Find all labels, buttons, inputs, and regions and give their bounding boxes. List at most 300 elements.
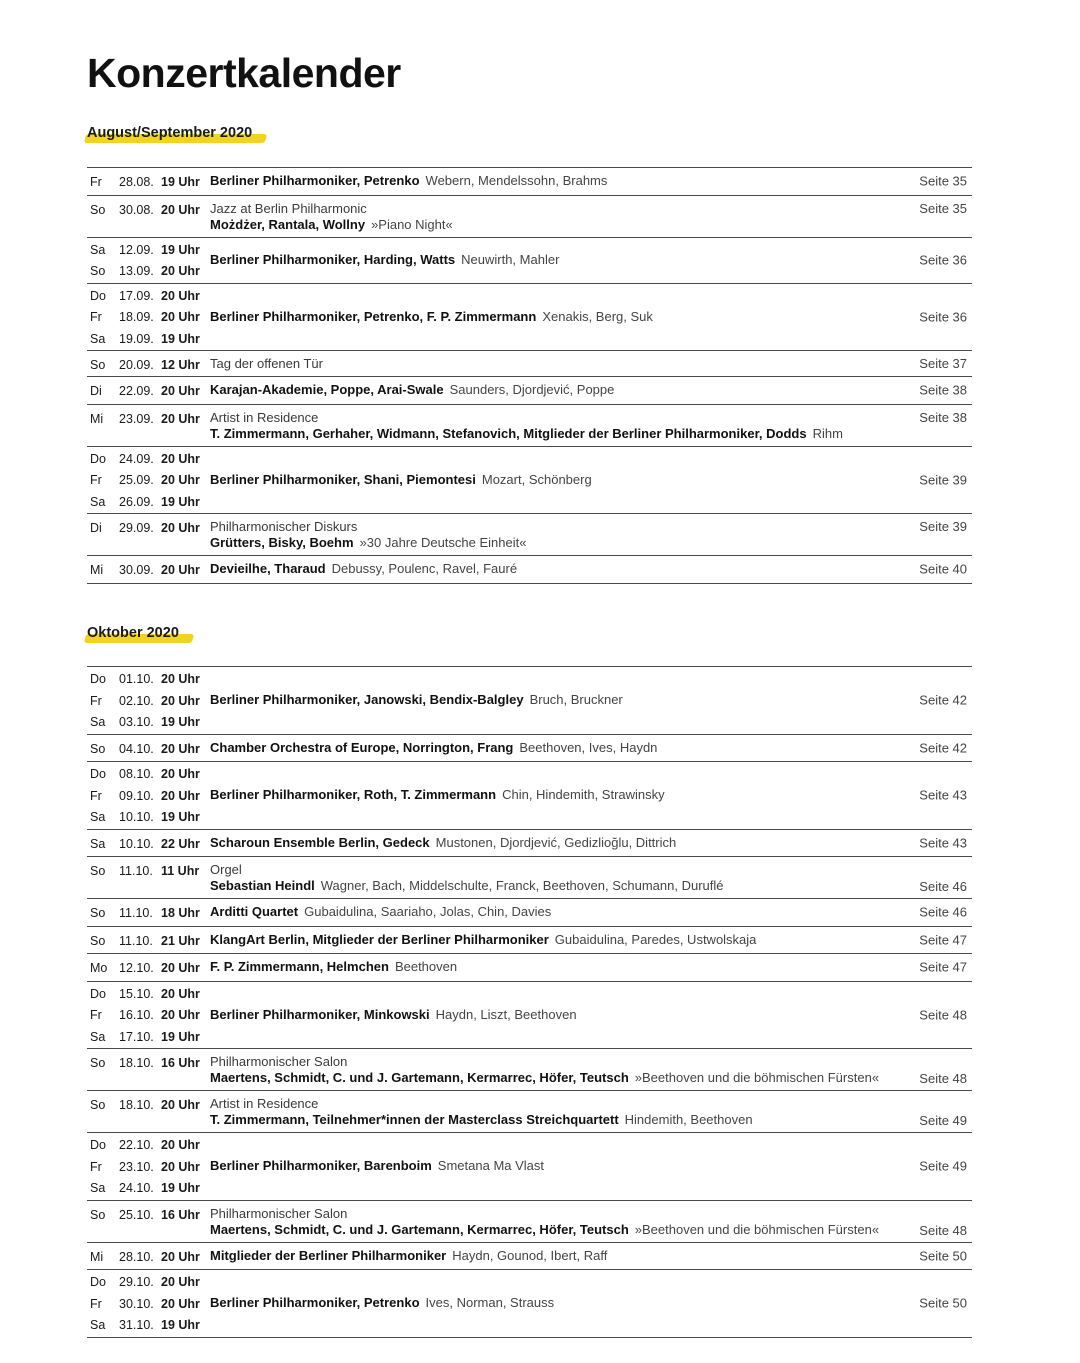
- date-column: [87, 735, 210, 762]
- performers: Devieilhe, Tharaud: [210, 561, 326, 577]
- page-reference: Seite 48: [919, 1071, 967, 1086]
- event-series: Philharmonischer Salon: [210, 1205, 348, 1221]
- performers: Berliner Philharmoniker, Barenboim: [210, 1158, 432, 1174]
- program-line: [210, 932, 892, 948]
- concert-row: [87, 954, 972, 982]
- date-column: [87, 1270, 210, 1337]
- event-details: [210, 309, 972, 325]
- date: 22.10.: [119, 1138, 154, 1152]
- page-reference: Seite 49: [919, 1113, 967, 1128]
- weekday: Sa: [90, 494, 106, 509]
- time: 20 Uhr: [161, 1275, 200, 1289]
- time: 22 Uhr: [161, 836, 200, 851]
- date-column: [87, 954, 210, 981]
- time: 20 Uhr: [161, 310, 200, 324]
- works: Smetana Ma Vlast: [437, 1158, 545, 1174]
- concert-row: [87, 667, 972, 735]
- date-line: [87, 517, 210, 539]
- date-line: [87, 491, 210, 513]
- date-line: [87, 860, 210, 882]
- date-column: [87, 667, 210, 734]
- program-line: [210, 382, 892, 398]
- date-line: [87, 763, 210, 785]
- works: »Piano Night«: [371, 216, 453, 232]
- date-line: [87, 380, 210, 402]
- time: 20 Uhr: [161, 788, 200, 803]
- date-line: [87, 285, 210, 307]
- time: 19 Uhr: [161, 331, 200, 346]
- weekday: So: [90, 264, 106, 278]
- date: 31.10.: [119, 1318, 154, 1332]
- program-line: [210, 787, 892, 803]
- date-line: [87, 1314, 210, 1336]
- page-reference: Seite 35: [919, 173, 967, 189]
- page-reference: Seite 48: [919, 1007, 967, 1023]
- works: Haydn, Liszt, Beethoven: [435, 1006, 577, 1022]
- page-reference: Seite 47: [919, 932, 967, 948]
- page-reference: Seite 35: [919, 200, 967, 216]
- performers: F. P. Zimmermann, Helmchen: [210, 959, 389, 975]
- date-line: [87, 328, 210, 350]
- date: 24.10.: [119, 1181, 154, 1195]
- page-reference: Seite 36: [919, 252, 967, 268]
- program-line: [210, 692, 892, 708]
- date: 04.10.: [119, 741, 154, 756]
- performers: Berliner Philharmoniker, Harding, Watts: [210, 252, 456, 267]
- event-details: [210, 1007, 972, 1023]
- weekday: Sa: [90, 715, 106, 729]
- date: 18.09.: [119, 310, 154, 324]
- page-reference: Seite 50: [919, 1295, 967, 1311]
- time: 20 Uhr: [161, 264, 200, 278]
- weekday: So: [90, 358, 106, 372]
- date: 30.09.: [119, 563, 154, 577]
- page-reference: Seite 38: [919, 409, 967, 425]
- works: Debussy, Poulenc, Ravel, Fauré: [331, 561, 518, 577]
- weekday: Do: [90, 767, 106, 781]
- works: Neuwirth, Mahler: [461, 252, 560, 267]
- page-reference: Seite 47: [919, 959, 967, 975]
- works: Chin, Hindemith, Strawinsky: [502, 787, 665, 803]
- time: 19 Uhr: [161, 175, 200, 189]
- program-line: [210, 740, 892, 756]
- time: 20 Uhr: [161, 741, 200, 756]
- page-reference: Seite 48: [919, 1222, 967, 1238]
- section-heading: [87, 624, 179, 646]
- works: Beethoven, Ives, Haydn: [519, 739, 658, 755]
- works: »Beethoven und die böhmischen Fürsten«: [634, 1070, 880, 1085]
- date: 12.10.: [119, 961, 154, 975]
- weekday: Di: [90, 521, 102, 535]
- date: 10.10.: [119, 836, 154, 851]
- date-column: [87, 514, 210, 539]
- program-line: [210, 835, 892, 851]
- date-column: [87, 927, 210, 954]
- works: Gubaidulina, Saariaho, Jolas, Chin, Davies: [304, 904, 552, 920]
- time: 20 Uhr: [161, 1138, 200, 1152]
- section-oktober: [87, 624, 972, 1338]
- program-line: [210, 173, 892, 189]
- date: 28.10.: [119, 1249, 154, 1264]
- program-line: [210, 217, 892, 233]
- date: 30.10.: [119, 1296, 154, 1311]
- page-reference: Seite 43: [919, 835, 967, 851]
- performers: T. Zimmermann, Teilnehmer*innen der Masterclass Streichquartett: [210, 1112, 619, 1127]
- date-line: [87, 785, 210, 807]
- concert-row: [87, 514, 972, 556]
- concert-row: [87, 377, 972, 405]
- date-line: [87, 1094, 210, 1116]
- weekday: Mi: [90, 563, 104, 577]
- date-column: [87, 762, 210, 829]
- time: 20 Uhr: [161, 767, 200, 781]
- page-reference: Seite 40: [919, 561, 967, 577]
- time: 20 Uhr: [161, 1296, 200, 1311]
- weekday: Sa: [90, 810, 106, 824]
- works: Hindemith, Beethoven: [624, 1112, 753, 1127]
- page-reference: Seite 37: [919, 356, 967, 371]
- date: 28.08.: [119, 175, 154, 189]
- performers: Berliner Philharmoniker, Petrenko: [210, 1295, 420, 1311]
- weekday: So: [90, 864, 106, 878]
- concert-list: [87, 167, 972, 584]
- concert-row: [87, 196, 972, 238]
- weekday: Fr: [90, 1008, 102, 1022]
- works: »30 Jahre Deutsche Einheit«: [359, 535, 527, 550]
- date-column: [87, 556, 210, 583]
- time: 20 Uhr: [161, 1249, 200, 1264]
- date-column: [87, 377, 210, 404]
- works: Rihm: [812, 425, 843, 441]
- section-aug-sep: [87, 124, 972, 584]
- event-series: Philharmonischer Diskurs: [210, 519, 358, 534]
- concert-row: [87, 1133, 972, 1201]
- date: 18.10.: [119, 1056, 154, 1070]
- performers: Berliner Philharmoniker, Roth, T. Zimmermann: [210, 787, 497, 803]
- date-line: [87, 668, 210, 690]
- time: 20 Uhr: [161, 384, 200, 398]
- weekday: Sa: [90, 1181, 106, 1195]
- concert-row: [87, 1091, 972, 1133]
- event-details: [210, 351, 972, 376]
- date-column: [87, 284, 210, 351]
- date-column: [87, 168, 210, 195]
- event-details: [210, 740, 972, 756]
- date: 11.10.: [119, 864, 153, 878]
- date-column: [87, 857, 210, 882]
- performers: Scharoun Ensemble Berlin, Gedeck: [210, 834, 430, 850]
- date: 11.10.: [119, 906, 153, 920]
- date-line: [87, 902, 210, 924]
- date-line: [87, 1004, 210, 1026]
- concert-row: [87, 1243, 972, 1271]
- works: »Beethoven und die böhmischen Fürsten«: [634, 1221, 880, 1237]
- time: 20 Uhr: [161, 1159, 200, 1174]
- performers: Berliner Philharmoniker, Shani, Piemontesi: [210, 471, 476, 487]
- date: 20.09.: [119, 358, 154, 372]
- program-line: [210, 904, 892, 920]
- concert-row: [87, 284, 972, 352]
- program-line: [210, 1248, 892, 1264]
- time: 20 Uhr: [161, 1098, 200, 1112]
- performers: Maertens, Schmidt, C. und J. Gartemann, Kermarrec, Höfer, Teutsch: [210, 1070, 629, 1085]
- time: 20 Uhr: [161, 986, 200, 1001]
- section-heading-text: August/September 2020: [87, 125, 253, 141]
- performers: Grütters, Bisky, Boehm: [210, 535, 354, 550]
- time: 20 Uhr: [161, 473, 200, 487]
- date-line: [87, 1204, 210, 1226]
- time: 18 Uhr: [161, 906, 200, 920]
- date-line: [87, 930, 210, 952]
- time: 20 Uhr: [161, 521, 200, 535]
- weekday: So: [90, 741, 106, 756]
- page-reference: Seite 39: [919, 472, 967, 488]
- date-line: [87, 408, 210, 430]
- page-reference: Seite 39: [919, 519, 967, 534]
- event-details: [210, 787, 972, 803]
- performers: Chamber Orchestra of Europe, Norrington, Frang: [210, 739, 514, 755]
- performers: Karajan-Akademie, Poppe, Arai-Swale: [210, 382, 444, 398]
- event-details: [210, 835, 972, 851]
- works: Gubaidulina, Paredes, Ustwolskaja: [554, 931, 757, 947]
- weekday: Fr: [90, 788, 102, 803]
- weekday: Sa: [90, 331, 106, 346]
- event-details: [210, 1091, 972, 1132]
- works: Mustonen, Djordjević, Gedizlioğlu, Dittrich: [435, 834, 677, 850]
- performers: Berliner Philharmoniker, Janowski, Bendix-Balgley: [210, 692, 524, 708]
- time: 20 Uhr: [161, 693, 200, 708]
- concert-row: [87, 447, 972, 515]
- date-column: [87, 238, 210, 283]
- date-column: [87, 1091, 210, 1116]
- weekday: Fr: [90, 1296, 102, 1311]
- date-column: [87, 982, 210, 1049]
- concert-row: [87, 735, 972, 763]
- weekday: Fr: [90, 1159, 102, 1174]
- concert-row: [87, 168, 972, 196]
- date: 29.09.: [119, 521, 154, 535]
- date: 25.09.: [119, 473, 154, 487]
- works: Webern, Mendelssohn, Brahms: [425, 173, 608, 189]
- section-heading-text: Oktober 2020: [87, 625, 179, 641]
- performers: Berliner Philharmoniker, Petrenko: [210, 173, 420, 189]
- date-line: [87, 469, 210, 491]
- weekday: Do: [90, 672, 106, 686]
- date-column: [87, 899, 210, 926]
- date: 24.09.: [119, 451, 154, 466]
- date-line: [87, 448, 210, 470]
- date-line: [87, 354, 210, 376]
- date: 22.09.: [119, 384, 154, 398]
- program-line: [210, 1222, 892, 1238]
- program-line: [210, 426, 892, 442]
- date-line: [87, 711, 210, 733]
- event-details: [210, 514, 972, 555]
- weekday: Di: [90, 384, 102, 398]
- date: 23.09.: [119, 411, 154, 426]
- time: 16 Uhr: [161, 1056, 200, 1070]
- works: Beethoven: [394, 959, 458, 975]
- date: 09.10.: [119, 788, 154, 803]
- date-column: [87, 351, 210, 376]
- time: 19 Uhr: [161, 1318, 200, 1332]
- weekday: So: [90, 1207, 106, 1222]
- concert-row: [87, 927, 972, 955]
- date-column: [87, 196, 210, 221]
- concert-row: [87, 1270, 972, 1338]
- program-line: [210, 878, 892, 894]
- event-details: [210, 1049, 972, 1090]
- date: 16.10.: [119, 1008, 154, 1022]
- weekday: Mo: [90, 961, 108, 975]
- date: 18.10.: [119, 1098, 154, 1112]
- event-details: [210, 173, 972, 189]
- time: 20 Uhr: [161, 1008, 200, 1022]
- works: Xenakis, Berg, Suk: [542, 308, 653, 324]
- concert-row: [87, 405, 972, 447]
- weekday: So: [90, 933, 106, 948]
- date-column: [87, 1049, 210, 1074]
- time: 21 Uhr: [161, 933, 200, 948]
- works: Saunders, Djordjević, Poppe: [449, 382, 615, 398]
- date-column: [87, 1243, 210, 1270]
- time: 20 Uhr: [161, 451, 200, 466]
- weekday: Do: [90, 288, 106, 303]
- page-reference: Seite 46: [919, 904, 967, 920]
- event-series: Jazz at Berlin Philharmonic: [210, 200, 367, 216]
- date-line: [87, 1156, 210, 1178]
- date-line: [87, 690, 210, 712]
- date: 29.10.: [119, 1275, 154, 1289]
- date-line: [87, 559, 210, 581]
- date-line: [87, 983, 210, 1005]
- time: 19 Uhr: [161, 715, 200, 729]
- event-details: [210, 1248, 972, 1264]
- page-reference: Seite 49: [919, 1158, 967, 1174]
- program-line: [210, 1158, 892, 1174]
- date: 02.10.: [119, 693, 154, 708]
- date: 08.10.: [119, 767, 154, 781]
- date: 01.10.: [119, 672, 154, 686]
- date: 03.10.: [119, 715, 154, 729]
- time: 19 Uhr: [161, 1181, 200, 1195]
- event-details: [210, 252, 972, 268]
- performers: Berliner Philharmoniker, Petrenko, F. P. Zimmermann: [210, 308, 537, 324]
- program-line: [210, 959, 892, 975]
- date-line: [87, 199, 210, 221]
- works: Ives, Norman, Strauss: [425, 1295, 555, 1311]
- weekday: So: [90, 1098, 106, 1112]
- performers: Berliner Philharmoniker, Minkowski: [210, 1006, 430, 1022]
- date: 17.10.: [119, 1029, 154, 1044]
- performers: Sebastian Heindl: [210, 878, 315, 893]
- event-details: [210, 1295, 972, 1311]
- event-details: [210, 561, 972, 577]
- weekday: Sa: [90, 1029, 106, 1044]
- date-line: [87, 1177, 210, 1199]
- weekday: Do: [90, 1275, 106, 1289]
- works: Bruch, Bruckner: [529, 692, 623, 708]
- page-reference: Seite 42: [919, 740, 967, 756]
- section-heading: [87, 124, 252, 146]
- works: Haydn, Gounod, Ibert, Raff: [452, 1247, 608, 1263]
- page-reference: Seite 36: [919, 309, 967, 325]
- page-reference: Seite 46: [919, 879, 967, 894]
- date: 30.08.: [119, 202, 154, 217]
- event-series: Orgel: [210, 862, 242, 877]
- date: 12.09.: [119, 242, 154, 257]
- performers: Możdżer, Rantala, Wollny: [210, 216, 366, 232]
- time: 11 Uhr: [161, 864, 200, 878]
- date: 17.09.: [119, 288, 154, 303]
- time: 19 Uhr: [161, 494, 200, 509]
- event-details: [210, 857, 972, 898]
- weekday: Do: [90, 451, 106, 466]
- date-column: [87, 830, 210, 857]
- date: 10.10.: [119, 810, 154, 824]
- concert-row: [87, 857, 972, 899]
- date-line: [87, 306, 210, 328]
- program-line: [210, 1070, 892, 1086]
- weekday: Mi: [90, 1249, 104, 1264]
- page-reference: Seite 50: [919, 1248, 967, 1264]
- performers: T. Zimmermann, Gerhaher, Widmann, Stefanovich, Mitglieder der Berliner Philharmoniker, Dodds: [210, 425, 807, 441]
- event-details: [210, 932, 972, 948]
- date-line: [87, 806, 210, 828]
- weekday: Mi: [90, 411, 104, 426]
- concert-list: [87, 666, 972, 1338]
- program-line: [210, 535, 892, 551]
- concert-row: [87, 762, 972, 830]
- program-line: [210, 1295, 892, 1311]
- weekday: Fr: [90, 473, 102, 487]
- event-series: Artist in Residence: [210, 409, 319, 425]
- event-details: [210, 472, 972, 488]
- concert-row: [87, 351, 972, 377]
- program-line: [210, 472, 892, 488]
- date: 23.10.: [119, 1159, 154, 1174]
- concert-row: [87, 238, 972, 284]
- date: 19.09.: [119, 331, 154, 346]
- date-line: [87, 1246, 210, 1268]
- time: 20 Uhr: [161, 961, 200, 975]
- program-line: [210, 1007, 892, 1023]
- page-reference: Seite 38: [919, 382, 967, 398]
- date-line: [87, 957, 210, 979]
- date-column: [87, 447, 210, 514]
- date: 13.09.: [119, 264, 154, 278]
- concert-row: [87, 830, 972, 858]
- performers: Mitglieder der Berliner Philharmoniker: [210, 1247, 447, 1263]
- date-column: [87, 1133, 210, 1200]
- event-details: [210, 904, 972, 920]
- date: 26.09.: [119, 494, 154, 509]
- time: 20 Uhr: [161, 202, 200, 217]
- time: 19 Uhr: [161, 1029, 200, 1044]
- weekday: Do: [90, 1138, 106, 1152]
- event-details: [210, 692, 972, 708]
- event-details: [210, 1158, 972, 1174]
- program-line: [210, 252, 892, 268]
- date: 15.10.: [119, 986, 154, 1001]
- weekday: Sa: [90, 836, 106, 851]
- concert-row: [87, 1049, 972, 1091]
- time: 19 Uhr: [161, 242, 200, 257]
- date-line: [87, 1052, 210, 1074]
- weekday: So: [90, 1056, 106, 1070]
- weekday: So: [90, 202, 106, 217]
- date-line: [87, 1293, 210, 1315]
